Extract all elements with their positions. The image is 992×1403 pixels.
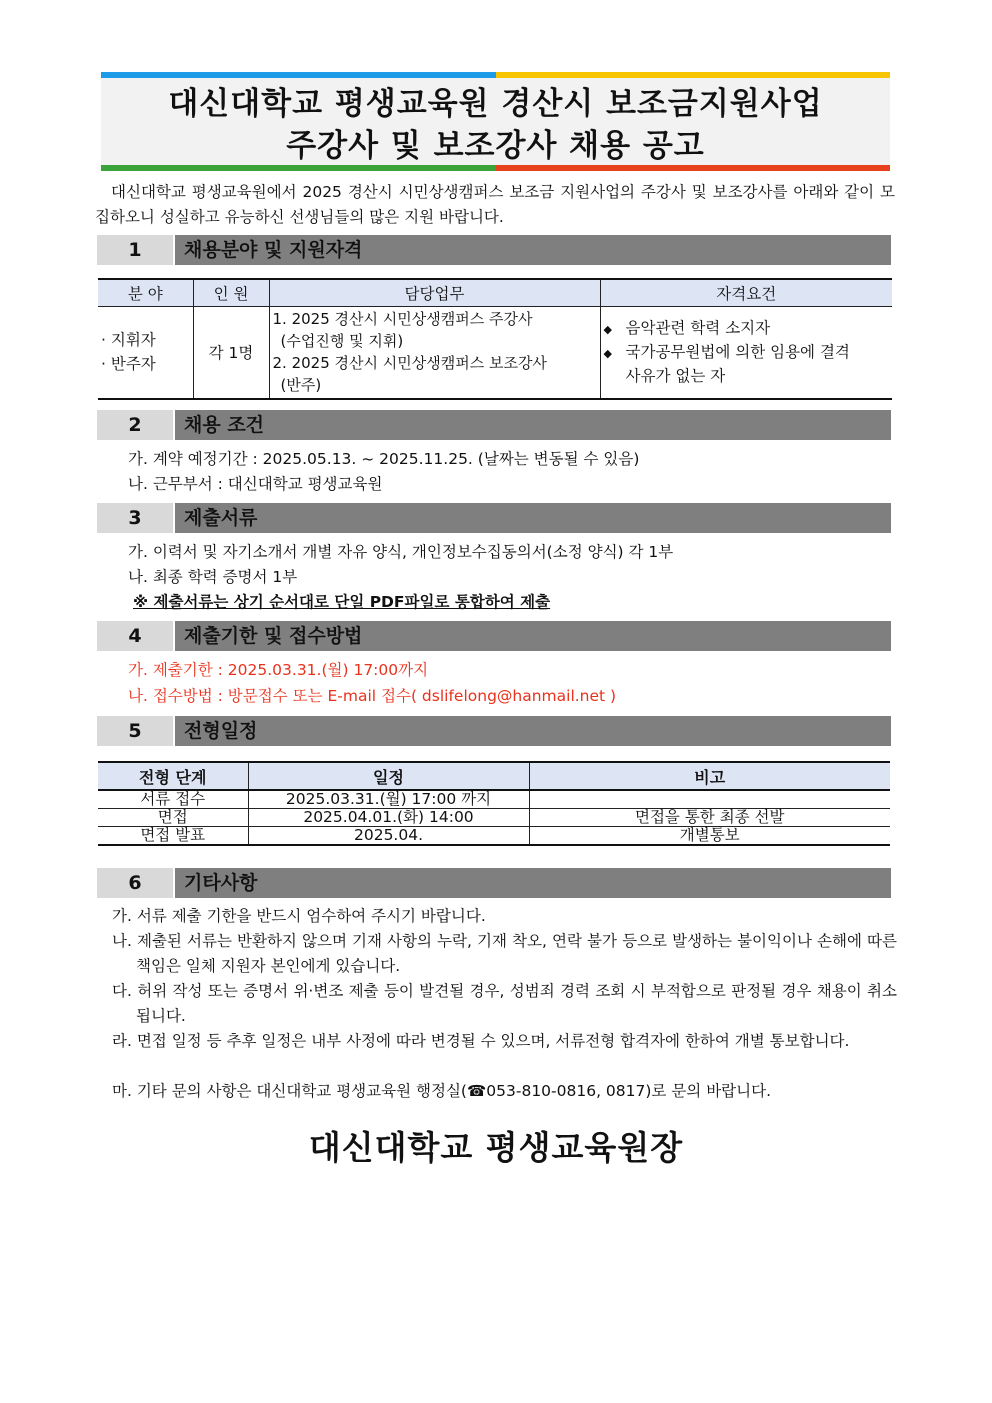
document-note: ※ 제출서류는 상기 순서대로 단일 PDF파일로 통합하여 제출 bbox=[133, 593, 551, 611]
section-header-5 bbox=[97, 716, 891, 746]
note-cell: 개별통보 bbox=[529, 827, 890, 846]
section-label: 제출기한 및 접수방법 bbox=[175, 621, 891, 651]
col-header-date: 일정 bbox=[248, 762, 529, 790]
signature-org: 대신대학교 평생교육원장 bbox=[308, 1128, 684, 1167]
section-header-3 bbox=[97, 503, 891, 533]
section-number: 6 bbox=[97, 868, 173, 898]
table-row bbox=[98, 809, 890, 827]
stage-cell: 면접 발표 bbox=[98, 827, 248, 846]
section-label: 전형일정 bbox=[175, 716, 891, 746]
etc-item-1: 가. 서류 제출 기한을 반드시 엄수하여 주시기 바랍니다. bbox=[112, 907, 486, 925]
document-resume: 가. 이력서 및 자기소개서 개별 자유 양식, 개인정보수집동의서(소정 양식) 각 1부 bbox=[128, 543, 674, 561]
title-box bbox=[101, 72, 890, 171]
etc-item-4: 라. 면접 일정 등 추후 일정은 내부 사정에 따라 변경될 수 있으며, 서류전형 합격자에 한하여 개별 통보합니다. bbox=[112, 1032, 850, 1050]
section-header-4 bbox=[97, 621, 891, 651]
condition-contract-period: 가. 계약 예정기간 : 2025.05.13. ~ 2025.11.25. (날짜는 변동될 수 있음) bbox=[128, 450, 640, 468]
note-cell: 면접을 통한 최종 선발 bbox=[529, 809, 890, 827]
requirements-cell bbox=[600, 307, 892, 399]
etc-item-2: 나. 제출된 서류는 반환하지 않으며 기재 사항의 누락, 기재 착오, 연락 불가 등으로 발생하는 불이익이나 손해에 따른 책임은 일체 지원자 본인에게 있습니다. bbox=[112, 932, 897, 975]
col-header-field: 분 야 bbox=[98, 279, 193, 307]
diamond-bullet-icon: ◆ bbox=[603, 322, 612, 336]
date-cell: 2025.04. bbox=[248, 827, 529, 846]
duty-1-note: (수업진행 및 지휘) bbox=[280, 332, 404, 351]
qualification-table bbox=[98, 278, 892, 400]
section-header-6 bbox=[97, 868, 891, 898]
col-header-count: 인 원 bbox=[193, 279, 269, 307]
section-label: 기타사항 bbox=[175, 868, 891, 898]
duties-cell bbox=[269, 307, 600, 399]
section-label: 제출서류 bbox=[175, 503, 891, 533]
count-cell: 각 1명 bbox=[193, 307, 269, 399]
table-row bbox=[98, 827, 890, 846]
duty-2: 2. 2025 경산시 시민상생캠퍼스 보조강사 bbox=[272, 354, 547, 373]
duty-1: 1. 2025 경산시 시민상생캠퍼스 주강사 bbox=[272, 310, 533, 329]
stage-cell: 면접 bbox=[98, 809, 248, 827]
etc-item-3: 다. 허위 작성 또는 증명서 위·변조 제출 등이 발견될 경우, 성범죄 경력 조회 시 부적합으로 판정될 경우 채용이 취소됩니다. bbox=[112, 982, 897, 1025]
section-label: 채용분야 및 지원자격 bbox=[175, 235, 891, 265]
section-header-2 bbox=[97, 410, 891, 440]
intro-paragraph: 대신대학교 평생교육원에서 2025 경산시 시민상생캠퍼스 보조금 지원사업의 주강사 및 보조강사를 아래와 같이 모집하오니 성실하고 유능하신 선생님들의 많은 지원 바랍니다. bbox=[95, 183, 895, 226]
document-diploma: 나. 최종 학력 증명서 1부 bbox=[128, 568, 298, 586]
title-line-2: 주강사 및 보조강사 채용 공고 bbox=[286, 128, 705, 164]
field-accompanist: · 반주자 bbox=[101, 355, 156, 374]
section-number: 1 bbox=[97, 235, 173, 265]
col-header-requirements: 자격요건 bbox=[600, 279, 892, 307]
section-number: 5 bbox=[97, 716, 173, 746]
requirement-2-cont: 사유가 없는 자 bbox=[625, 366, 726, 385]
section-number: 2 bbox=[97, 410, 173, 440]
date-cell: 2025.04.01.(화) 14:00 bbox=[248, 809, 529, 827]
col-header-duties: 담당업무 bbox=[269, 279, 600, 307]
section-header-1 bbox=[97, 235, 891, 265]
condition-department: 나. 근무부서 : 대신대학교 평생교육원 bbox=[128, 475, 383, 493]
section-label: 채용 조건 bbox=[175, 410, 891, 440]
etc-item-5: 마. 기타 문의 사항은 대신대학교 평생교육원 행정실(☎053-810-0816, 0817)로 문의 바랍니다. bbox=[112, 1082, 772, 1100]
section-number: 4 bbox=[97, 621, 173, 651]
schedule-table bbox=[98, 761, 890, 846]
deadline-date: 가. 제출기한 : 2025.03.31.(월) 17:00까지 bbox=[128, 661, 429, 679]
diamond-bullet-icon: ◆ bbox=[603, 346, 612, 360]
red-bar bbox=[496, 165, 890, 171]
duty-2-note: (반주) bbox=[280, 376, 322, 395]
field-conductor: · 지휘자 bbox=[101, 331, 156, 350]
submission-method: 나. 접수방법 : 방문접수 또는 E-mail 접수( dslifelong@hanmail.net ) bbox=[128, 687, 617, 705]
col-header-stage: 전형 단계 bbox=[98, 762, 248, 790]
date-cell: 2025.03.31.(월) 17:00 까지 bbox=[248, 790, 529, 809]
stage-cell: 서류 접수 bbox=[98, 790, 248, 809]
green-bar bbox=[101, 165, 496, 171]
field-cell bbox=[98, 307, 193, 399]
requirement-1: ◆ 음악관련 학력 소지자 bbox=[604, 317, 890, 341]
title-line-1: 대신대학교 평생교육원 경산시 보조금지원사업 bbox=[168, 86, 823, 122]
section-number: 3 bbox=[97, 503, 173, 533]
table-row bbox=[98, 790, 890, 809]
requirement-2: ◆ 국가공무원법에 의한 임용에 결격 bbox=[604, 341, 890, 365]
note-cell bbox=[529, 790, 890, 809]
col-header-note: 비고 bbox=[529, 762, 890, 790]
